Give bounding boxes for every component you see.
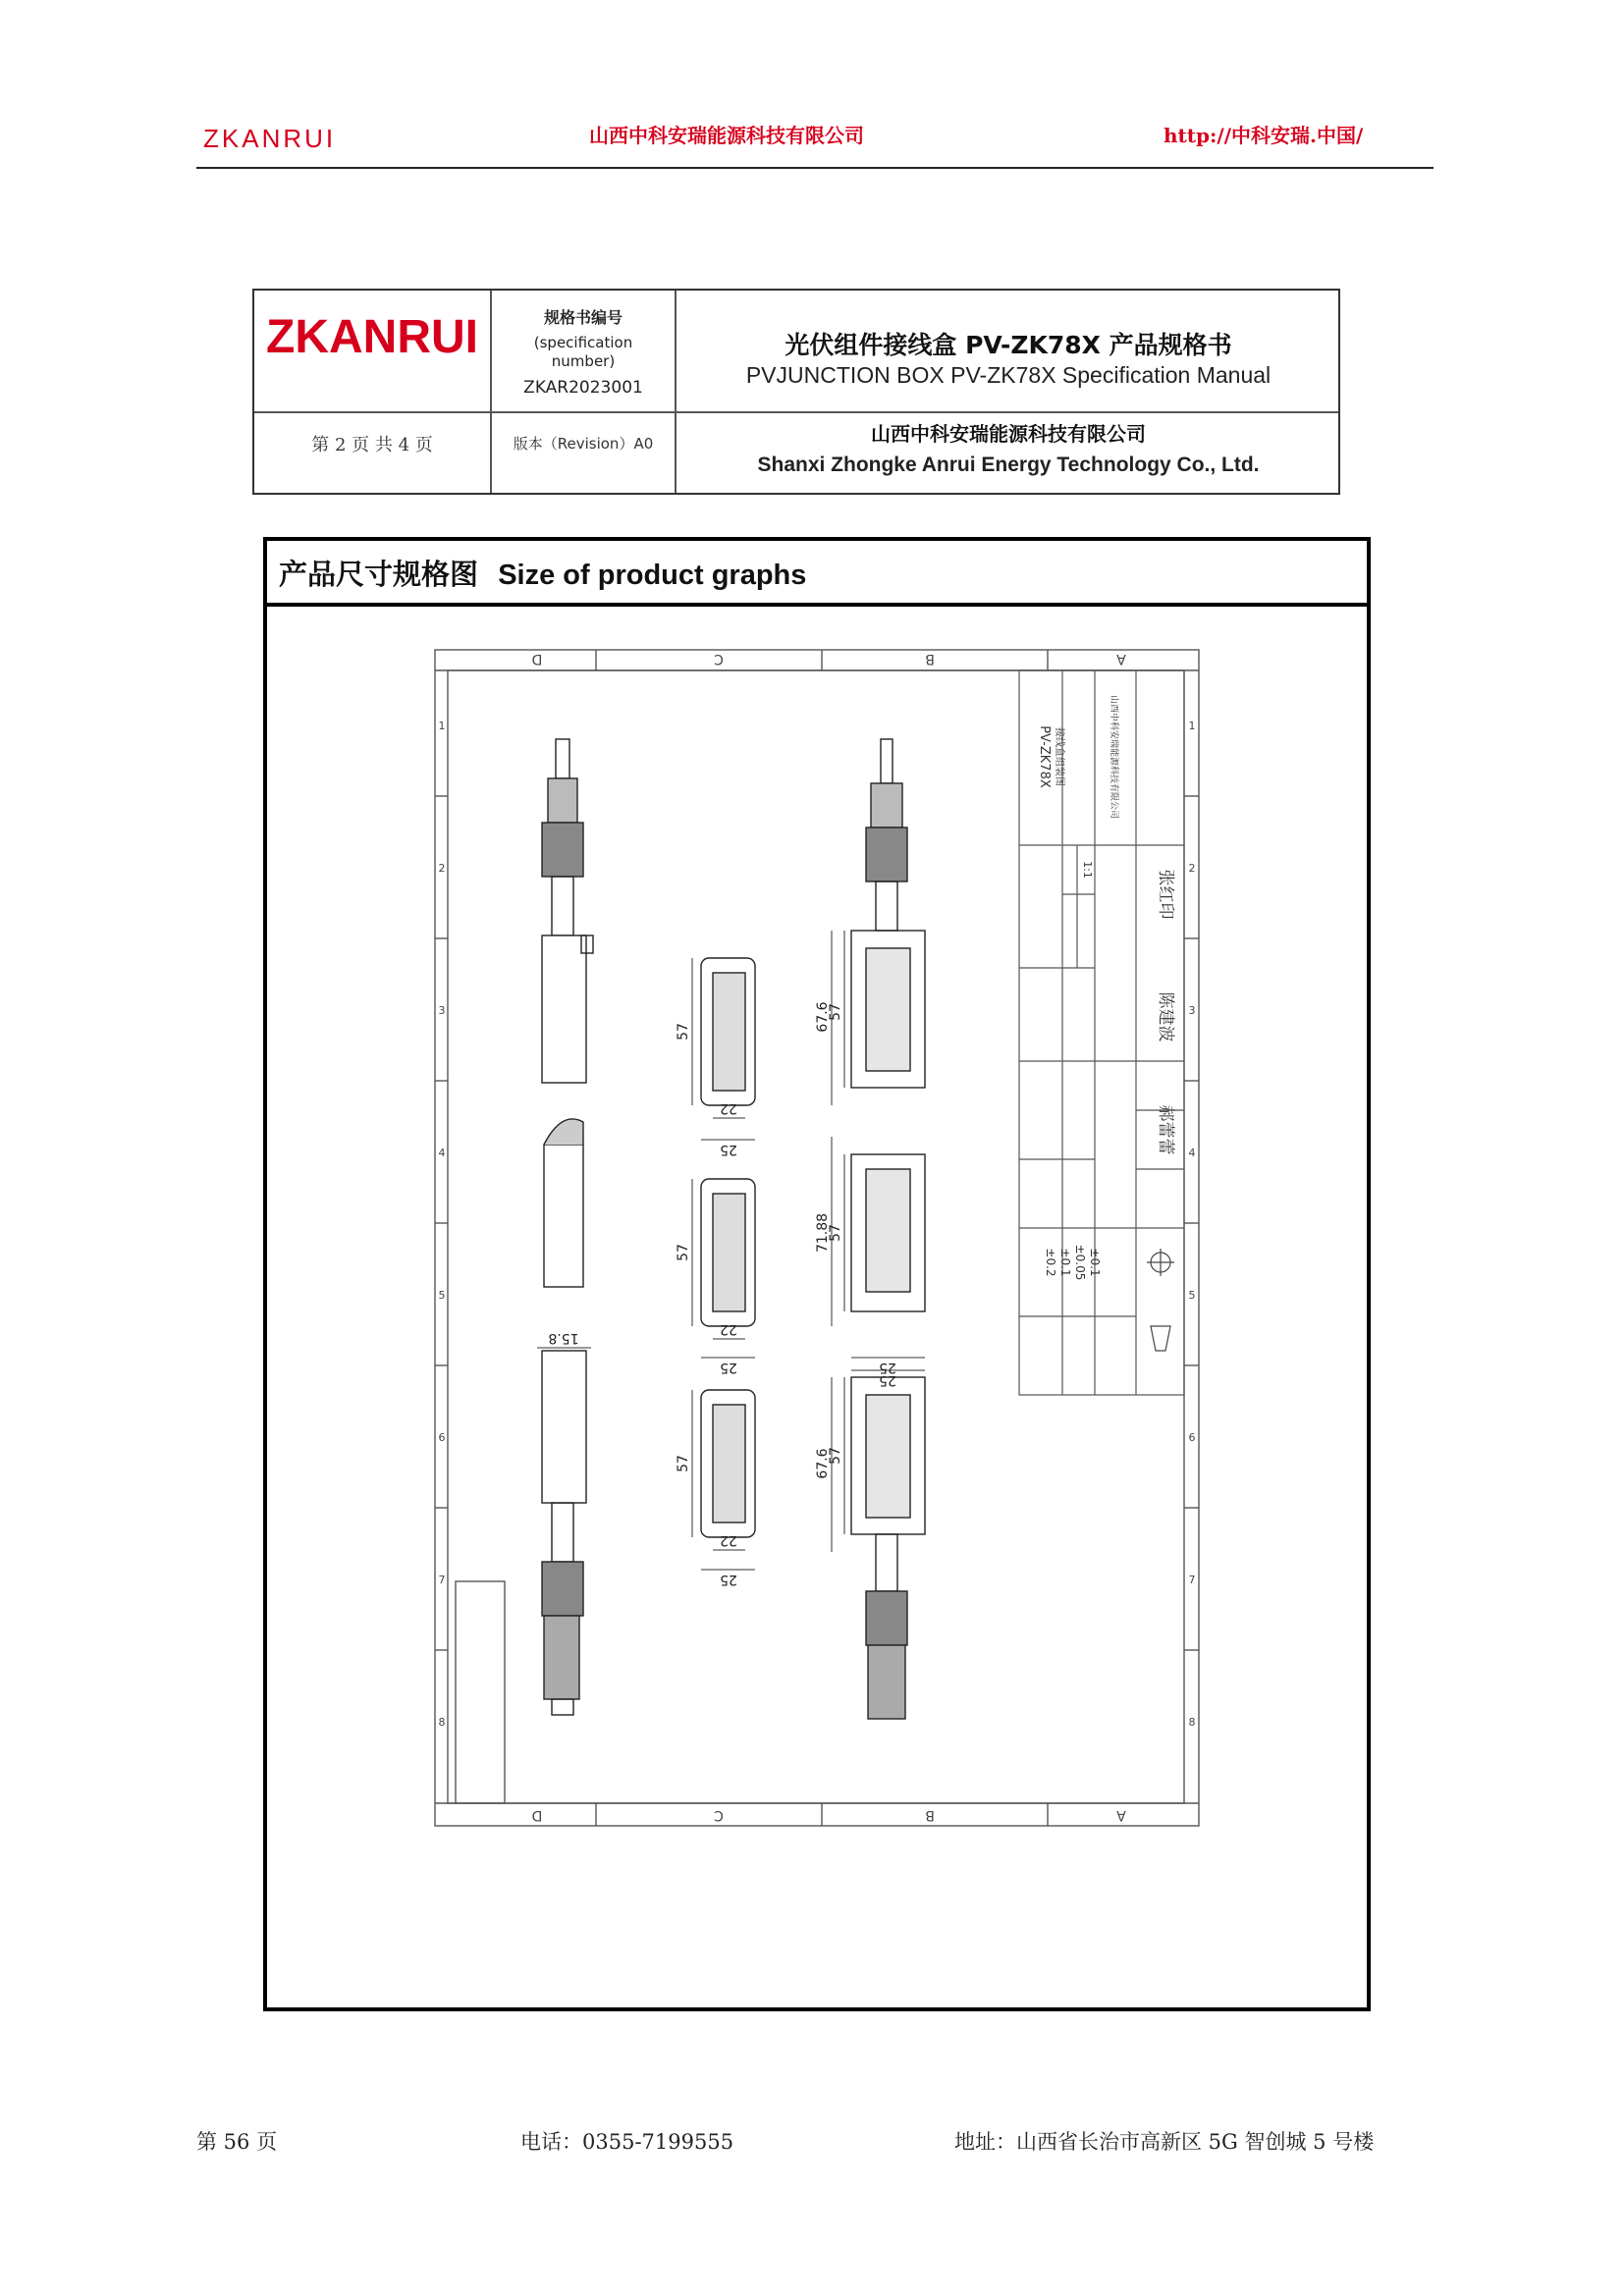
tolerance-value: ±0.1 xyxy=(1058,1248,1072,1277)
zone-number: 8 xyxy=(1188,1716,1196,1729)
drawing-model: PV-ZK78X xyxy=(1037,725,1052,788)
zone-number: 4 xyxy=(1188,1147,1196,1159)
drawing-signature-name: 陈建波 xyxy=(1156,991,1175,1042)
zone-number: 6 xyxy=(438,1431,446,1444)
spec-number-label-cn: 规格书编号 xyxy=(543,308,623,327)
spec-logo: ZKANRUI xyxy=(266,311,478,363)
spec-title-en: PVJUNCTION BOX PV-ZK78X Specification Manual xyxy=(745,362,1272,388)
zone-letter: C xyxy=(714,651,724,667)
dim-label: 15.8 xyxy=(548,1330,579,1346)
section-title-en: Size of product graphs xyxy=(498,560,807,591)
dim-label: 67.6 xyxy=(815,1448,831,1479)
zone-letter: B xyxy=(925,651,935,667)
tolerance-value: ±0.1 xyxy=(1088,1248,1102,1277)
dim-label: 57 xyxy=(828,1003,843,1021)
dim-label: 25 xyxy=(879,1372,896,1388)
section-title xyxy=(279,553,806,593)
dim-label: 22 xyxy=(720,1532,737,1548)
zone-number: 6 xyxy=(1188,1431,1196,1444)
tolerance-value: ±0.2 xyxy=(1044,1248,1057,1277)
product-graphs-section xyxy=(263,537,1371,2011)
zone-letter: B xyxy=(925,1807,935,1823)
zone-number: 7 xyxy=(1188,1574,1196,1586)
footer-page-number: 第 56 页 xyxy=(196,2130,278,2154)
dim-label: 57 xyxy=(676,1455,691,1472)
section-title-cn: 产品尺寸规格图 xyxy=(279,558,479,591)
dim-label: 25 xyxy=(720,1572,737,1587)
spec-revision: 版本（Revision）A0 xyxy=(513,435,654,453)
dim-label: 57 xyxy=(828,1224,843,1242)
zone-number: 1 xyxy=(1188,720,1196,732)
junction-box-front-view xyxy=(851,739,925,1719)
drawing-stamp-box xyxy=(456,1581,505,1803)
spec-title-cn: 光伏组件接线盒 PV-ZK78X 产品规格书 xyxy=(785,331,1232,359)
spec-number-value: ZKAR2023001 xyxy=(523,378,643,398)
spec-number-label-en: number) xyxy=(551,352,616,370)
dim-label: 25 xyxy=(720,1142,737,1157)
header-logo: ZKANRUI xyxy=(203,124,337,153)
footer-phone: 电话：0355-7199555 xyxy=(520,2130,734,2154)
zone-letter: C xyxy=(714,1807,724,1823)
drawing-signature-name: 张红印 xyxy=(1156,869,1175,920)
junction-box-top-view xyxy=(701,958,755,1537)
dim-label: 22 xyxy=(720,1321,737,1337)
drawing-company: 山西中科安瑞能源科技有限公司 xyxy=(1109,694,1118,820)
header-divider xyxy=(196,167,1434,169)
section-title-bar xyxy=(267,541,1367,607)
zone-number: 7 xyxy=(438,1574,446,1586)
header-company-name: 山西中科安瑞能源科技有限公司 xyxy=(589,124,864,147)
dim-label: 22 xyxy=(720,1100,737,1116)
table-divider xyxy=(254,411,1338,413)
zone-number: 3 xyxy=(1188,1004,1196,1017)
spec-company-en: Shanxi Zhongke Anrui Energy Technology Co., Ltd. xyxy=(757,454,1260,476)
dim-label: 57 xyxy=(828,1447,843,1465)
spec-header-table xyxy=(252,289,1340,495)
zone-letter: D xyxy=(531,1807,543,1823)
zone-number: 8 xyxy=(438,1716,446,1729)
zone-number: 1 xyxy=(438,720,446,732)
dim-label: 57 xyxy=(676,1023,691,1041)
dim-label: 57 xyxy=(676,1244,691,1261)
zone-number: 2 xyxy=(1188,862,1196,875)
spec-page-info: 第 2 页 共 4 页 xyxy=(311,435,433,455)
zone-number: 4 xyxy=(438,1147,446,1159)
zone-number: 3 xyxy=(438,1004,446,1017)
zone-letter: D xyxy=(531,651,543,667)
spec-company-cn: 山西中科安瑞能源科技有限公司 xyxy=(871,422,1146,446)
drawing-signature-name: 郝蕾蕾 xyxy=(1156,1104,1175,1155)
projection-symbol-icon xyxy=(1147,1249,1174,1351)
dim-label: 25 xyxy=(879,1360,896,1375)
zone-letter: A xyxy=(1116,1807,1126,1823)
zone-letter: A xyxy=(1116,651,1126,667)
dim-label: 25 xyxy=(720,1360,737,1375)
header-url[interactable]: http://中科安瑞.中国/ xyxy=(1164,124,1364,147)
technical-drawing xyxy=(434,649,1200,1827)
dim-label: 71.88 xyxy=(815,1212,831,1254)
tolerance-value: ±0.05 xyxy=(1073,1244,1087,1281)
zone-number: 5 xyxy=(438,1289,446,1302)
drawing-scale: 1:1 xyxy=(1081,861,1094,879)
zone-number: 5 xyxy=(1188,1289,1196,1302)
drawing-name: 接线盒组装图 xyxy=(1054,727,1064,786)
zone-number: 2 xyxy=(438,862,446,875)
side-view-assembly xyxy=(542,739,593,1715)
dim-label: 67.6 xyxy=(815,1001,831,1033)
footer-address: 地址：山西省长治市高新区 5G 智创城 5 号楼 xyxy=(954,2130,1375,2154)
spec-number-label-en: (specification xyxy=(533,334,633,351)
